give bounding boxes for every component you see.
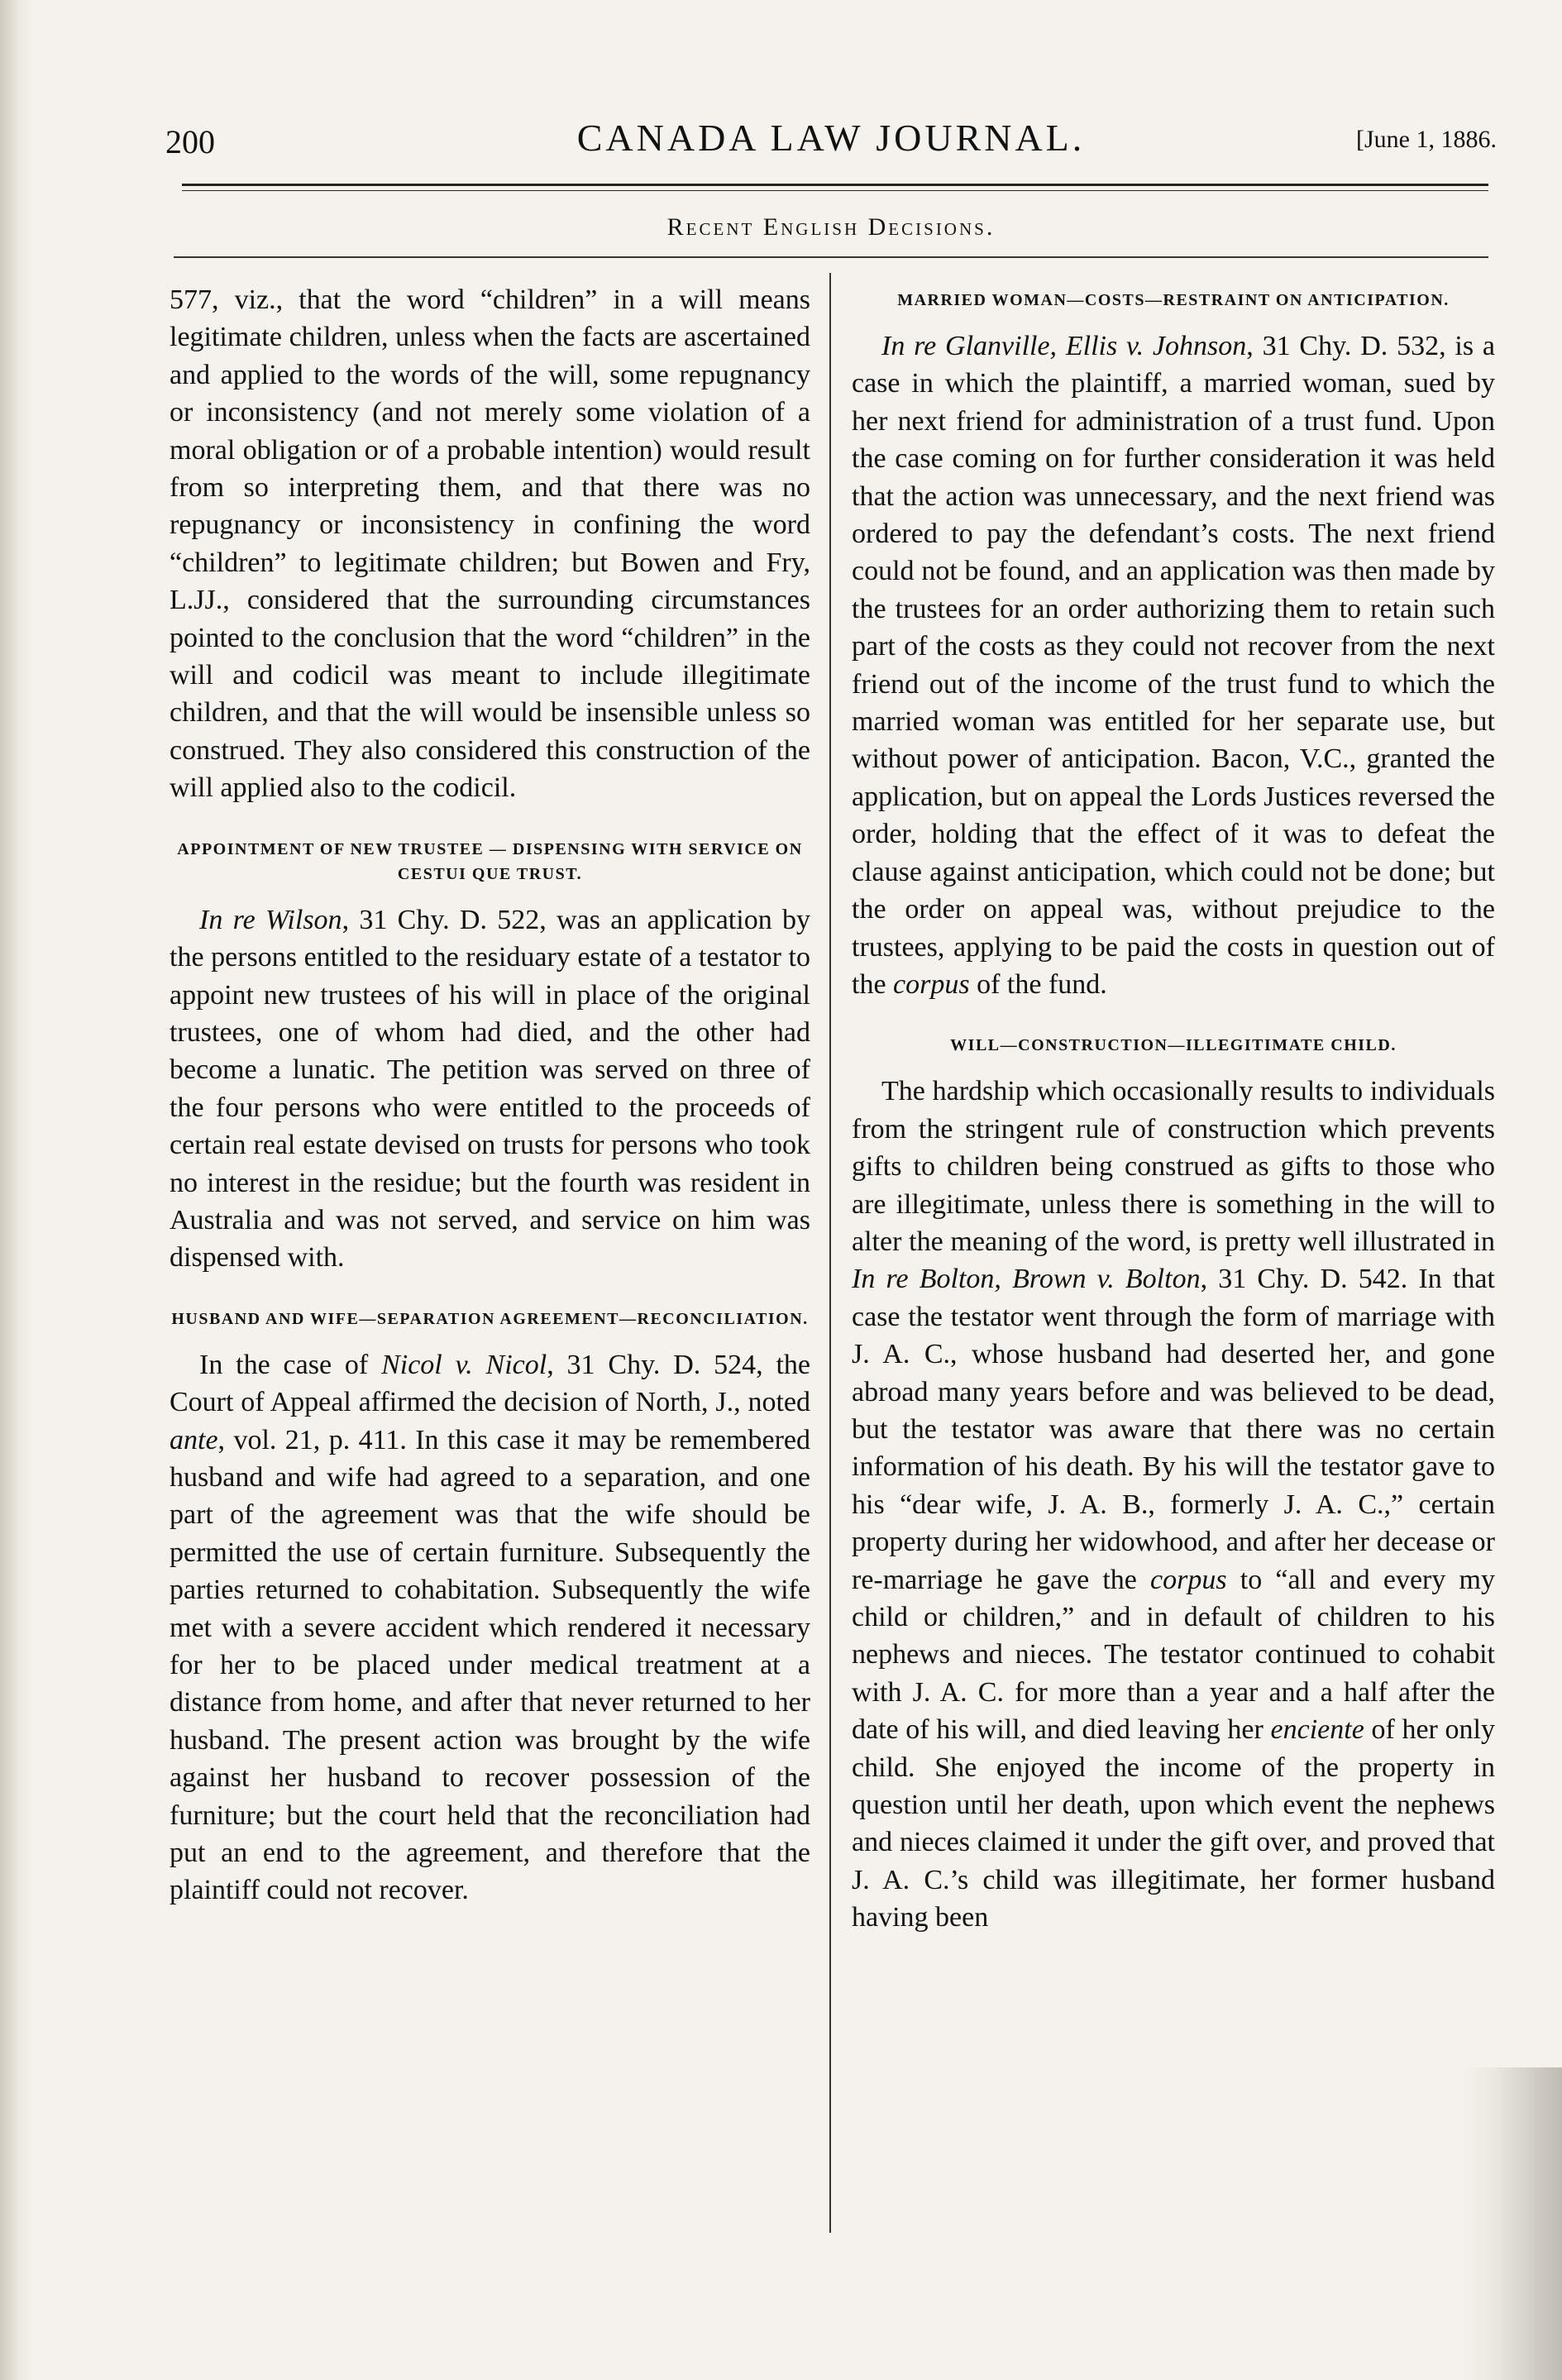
ante-ref: ante	[170, 1424, 218, 1455]
section-rule	[174, 256, 1488, 258]
paragraph-nicol-b: , 31 Chy. D. 524, the Court of Appeal affirmed the decision of North, J., noted	[170, 1349, 811, 1418]
page-binding-edge	[0, 0, 33, 2380]
issue-date: [June 1, 1886.	[1356, 126, 1497, 153]
case-name-wilson: In re Wilson	[199, 904, 342, 935]
paragraph-bolton	[852, 1073, 1495, 1936]
header-rule-thick	[182, 184, 1488, 186]
paragraph-bolton-b: , 31 Chy. D. 542. In that case the testator went through the form of marriage with J. A. C., whose husband had deserted her, and gone abroad many years before and was believed to be dead, but the testator was aware that there was no certain information of his death. By his will the testator gave to his “dear wife, J. A. B., formerly J. A. C.,” certain property during her widowhood, and after her decease or re-marriage he gave the	[852, 1264, 1495, 1595]
paragraph-nicol-a: In the case of	[199, 1349, 382, 1380]
case-name-nicol: Nicol v. Nicol	[381, 1349, 547, 1380]
left-column	[170, 281, 810, 1909]
column-divider	[829, 273, 831, 2233]
paragraph-continued: 577, viz., that the word “children” in a will means legitimate children, unless when the facts are ascertained and applied to the words of the will, some repugnancy or inconsistency (and not merely some violation of a moral obligation or of a probable intention) would result from so interpreting them, and that there was no repugnancy or inconsistency in confining the word “children” to legitimate children; but Bowen and Fry, L.JJ., considered that the surrounding circumstances pointed to the conclusion that the word “children” in the will and codicil was meant to include illegitimate children, and that the will would be insensible unless so construed. They also considered this construction of the will applied also to the codicil.	[170, 284, 810, 804]
paragraph-nicol	[170, 1346, 810, 1909]
enciente-term: enciente	[1270, 1714, 1364, 1746]
paragraph-glanville-a: , 31 Chy. D. 532, is a case in which the plaintiff, a married woman, sued by her next friend for administration of a trust fund. Upon the case coming on for further consideration it was held that the action was unnecessary, and the next friend was ordered to pay the defendant’s costs. The next friend could not be found, and an application was then made by the trustees for an order authorizing them to retain such part of the costs as they could not recover from the next friend out of the income of the trust fund to which the married woman was entitled for her separate use, but without power of anticipation. Bacon, V.C., granted the application, but on appeal the Lords Justices reversed the order, holding that the effect of it was to defeat the clause against anticipation, which could not be done; but the order on appeal was, without prejudice to the trustees, applying to be paid the costs in question out of the	[852, 331, 1496, 1000]
page-number: 200	[165, 123, 215, 160]
paragraph-bolton-a: The hardship which occasionally results to individuals from the stringent rule of construction which prevents gifts to children being construed as gifts to those who are illegitimate, unless there is something in the will to alter the meaning of the word, is pretty well illustrated in	[852, 1076, 1495, 1257]
paragraph-wilson	[170, 901, 810, 1277]
case-name-glanville: In re Glanville, Ellis v. Johnson	[881, 331, 1247, 361]
heading-will-construction: WILL—CONSTRUCTION—ILLEGITIMATE CHILD.	[950, 1036, 1397, 1055]
header-rule-thin	[182, 190, 1488, 191]
heading-appointment-trustee: APPOINTMENT OF NEW TRUSTEE — DISPENSING WITH SERVICE ON CESTUI QUE TRUST.	[177, 839, 803, 883]
paragraph-wilson-text: , 31 Chy. D. 522, was an application by the persons entitled to the residuary estate of a testator to appoint new trustees of his will in place of the original trustees, one of whom had died, and the other had become a lunatic. The petition was served on three of the four persons who were entitled to the proceeds of certain real estate devised on trusts for persons who took no interest in the residue; but the fourth was resident in Australia and was not served, and service on him was dispensed with.	[170, 904, 810, 1274]
paragraph-bolton-d: of her only child. She enjoyed the income of the property in question until her death, upon which event the nephews and nieces claimed it under the gift over, and proved that J. A. C.’s child was illegitimate, her former husband having been	[852, 1714, 1495, 1933]
paragraph-nicol-c: , vol. 21, p. 411. In this case it may be remembered husband and wife had agreed to a separation, and one part of the agreement was that the wife should be permitted the use of certain furniture. Subsequently the parties returned to cohabitation. Subsequently the wife met with a severe accident which rendered it necessary for her to be placed under medical treatment at a distance from home, and after that never returned to her husband. The present action was brought by the wife against her husband to recover possession of the furniture; but the court held that the reconciliation had put an end to the agreement, and therefore that the plaintiff could not recover.	[170, 1424, 810, 1906]
case-name-bolton: In re Bolton, Brown v. Bolton	[852, 1264, 1201, 1295]
section-title: Recent English Decisions.	[666, 213, 996, 241]
paragraph-bolton-c: to “all and every my child or children,” and in default of children to his nephews and nieces. The testator continued to cohabit with J. A. C. for more than a year and a half after the date of his will, and died leaving her	[852, 1564, 1495, 1746]
corpus-term-2: corpus	[1150, 1564, 1227, 1595]
right-column	[852, 281, 1495, 1937]
paragraph-glanville-b: of the fund.	[969, 968, 1107, 1000]
page-corner-shadow	[1463, 2067, 1562, 2380]
journal-title: CANADA LAW JOURNAL.	[576, 117, 1086, 159]
running-header	[165, 116, 1497, 165]
heading-married-woman: MARRIED WOMAN—COSTS—RESTRAINT ON ANTICIPATION.	[897, 291, 1450, 309]
paragraph-glanville	[852, 327, 1495, 1003]
corpus-term: corpus	[893, 968, 970, 1000]
heading-husband-wife: HUSBAND AND WIFE—SEPARATION AGREEMENT—RECONCILIATION.	[171, 1309, 809, 1328]
